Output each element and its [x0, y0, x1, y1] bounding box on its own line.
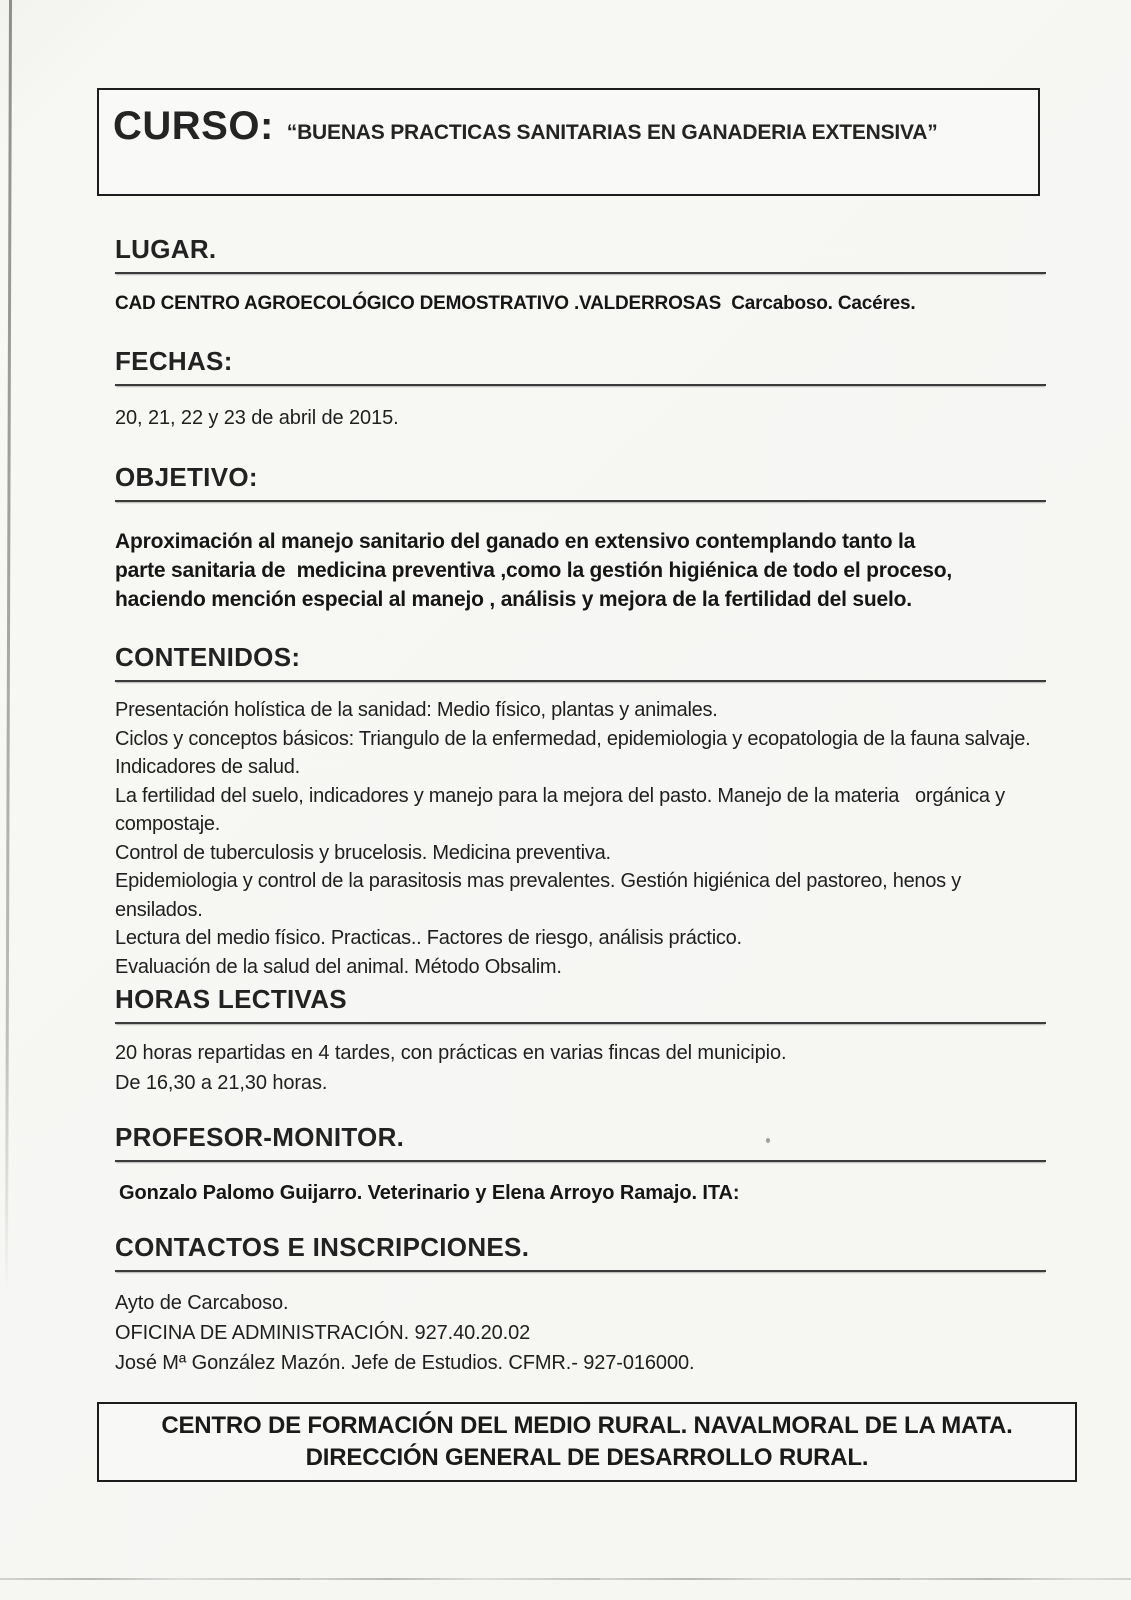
contenidos-line: Presentación holística de la sanidad: Medio físico, plantas y animales. [115, 699, 718, 721]
objetivo-line: parte sanitaria de medicina preventiva ,como la gestión higiénica de todo el proceso, [115, 559, 953, 582]
profesor-body [119, 1180, 1050, 1206]
contactos-line: Ayto de Carcaboso. [115, 1292, 289, 1314]
footer-institution-line2: DIRECCIÓN GENERAL DE DESARROLLO RURAL. [305, 1444, 869, 1471]
section-heading-lugar: LUGAR. [115, 234, 1046, 274]
contactos-line: OFICINA DE ADMINISTRACIÓN. 927.40.20.02 [115, 1322, 531, 1344]
fechas-line: 20, 21, 22 y 23 de abril de 2015. [115, 407, 399, 429]
course-title-label: CURSO: [113, 104, 274, 148]
contactos-line: José Mª González Mazón. Jefe de Estudios. CFMR.- 927-016000. [115, 1352, 695, 1374]
contenidos-body [115, 696, 1046, 981]
contenidos-line: Indicadores de salud. [115, 756, 300, 778]
contenidos-line: Epidemiologia y control de la parasitosis mas prevalentes. Gestión higiénica del pastoreo, henos y [115, 870, 961, 892]
contactos-body [115, 1288, 1046, 1378]
horas-body [115, 1038, 1046, 1098]
contenidos-line: Evaluación de la salud del animal. Método Obsalim. [115, 955, 562, 978]
scan-edge-artifact-bottom [0, 1578, 1131, 1580]
course-title [99, 90, 1038, 149]
footer-institution-box [97, 1402, 1077, 1482]
lugar-body [115, 292, 1046, 316]
fechas-body [115, 404, 1046, 432]
contenidos-line: Ciclos y conceptos básicos: Triangulo de la enfermedad, epidemiologia y ecopatologia de la fauna salvaje. [115, 727, 1031, 750]
section-heading-horas-lectivas: HORAS LECTIVAS [115, 984, 1046, 1024]
section-heading-contenidos: CONTENIDOS: [115, 642, 1046, 682]
profesor-line: Gonzalo Palomo Guijarro. Veterinario y Elena Arroyo Ramajo. ITA: [119, 1182, 740, 1204]
footer-institution-line1: CENTRO DE FORMACIÓN DEL MEDIO RURAL. NAVALMORAL DE LA MATA. [161, 1412, 1013, 1439]
course-title-box [97, 88, 1040, 196]
objetivo-line: Aproximación al manejo sanitario del ganado en extensivo contemplando tanto la [115, 530, 916, 553]
objetivo-line: haciendo mención especial al manejo , análisis y mejora de la fertilidad del suelo. [115, 588, 912, 611]
section-heading-objetivo: OBJETIVO: [115, 462, 1046, 502]
scan-edge-artifact-left [5, 0, 12, 1295]
section-heading-fechas: FECHAS: [115, 346, 1046, 386]
section-heading-contactos: CONTACTOS E INSCRIPCIONES. [115, 1232, 1046, 1272]
section-heading-profesor-monitor: PROFESOR-MONITOR. [115, 1122, 1046, 1162]
contenidos-line: compostaje. [115, 813, 221, 835]
course-title-quoted-text: “BUENAS PRACTICAS SANITARIAS EN GANADERIA EXTENSIVA” [286, 121, 938, 144]
contenidos-line: Control de tuberculosis y brucelosis. Medicina preventiva. [115, 841, 611, 864]
contenidos-line: Lectura del medio físico. Practicas.. Factores de riesgo, análisis práctico. [115, 927, 742, 949]
objetivo-body [115, 527, 1046, 614]
horas-line: De 16,30 a 21,30 horas. [115, 1072, 328, 1094]
lugar-line: CAD CENTRO AGROECOLÓGICO DEMOSTRATIVO .VALDERROSAS Carcaboso. Cacéres. [115, 293, 916, 314]
contenidos-line: La fertilidad del suelo, indicadores y manejo para la mejora del pasto. Manejo de la materia orgánica y [115, 784, 1005, 807]
horas-line: 20 horas repartidas en 4 tardes, con prácticas en varias fincas del municipio. [115, 1042, 787, 1064]
contenidos-line: ensilados. [115, 898, 203, 921]
